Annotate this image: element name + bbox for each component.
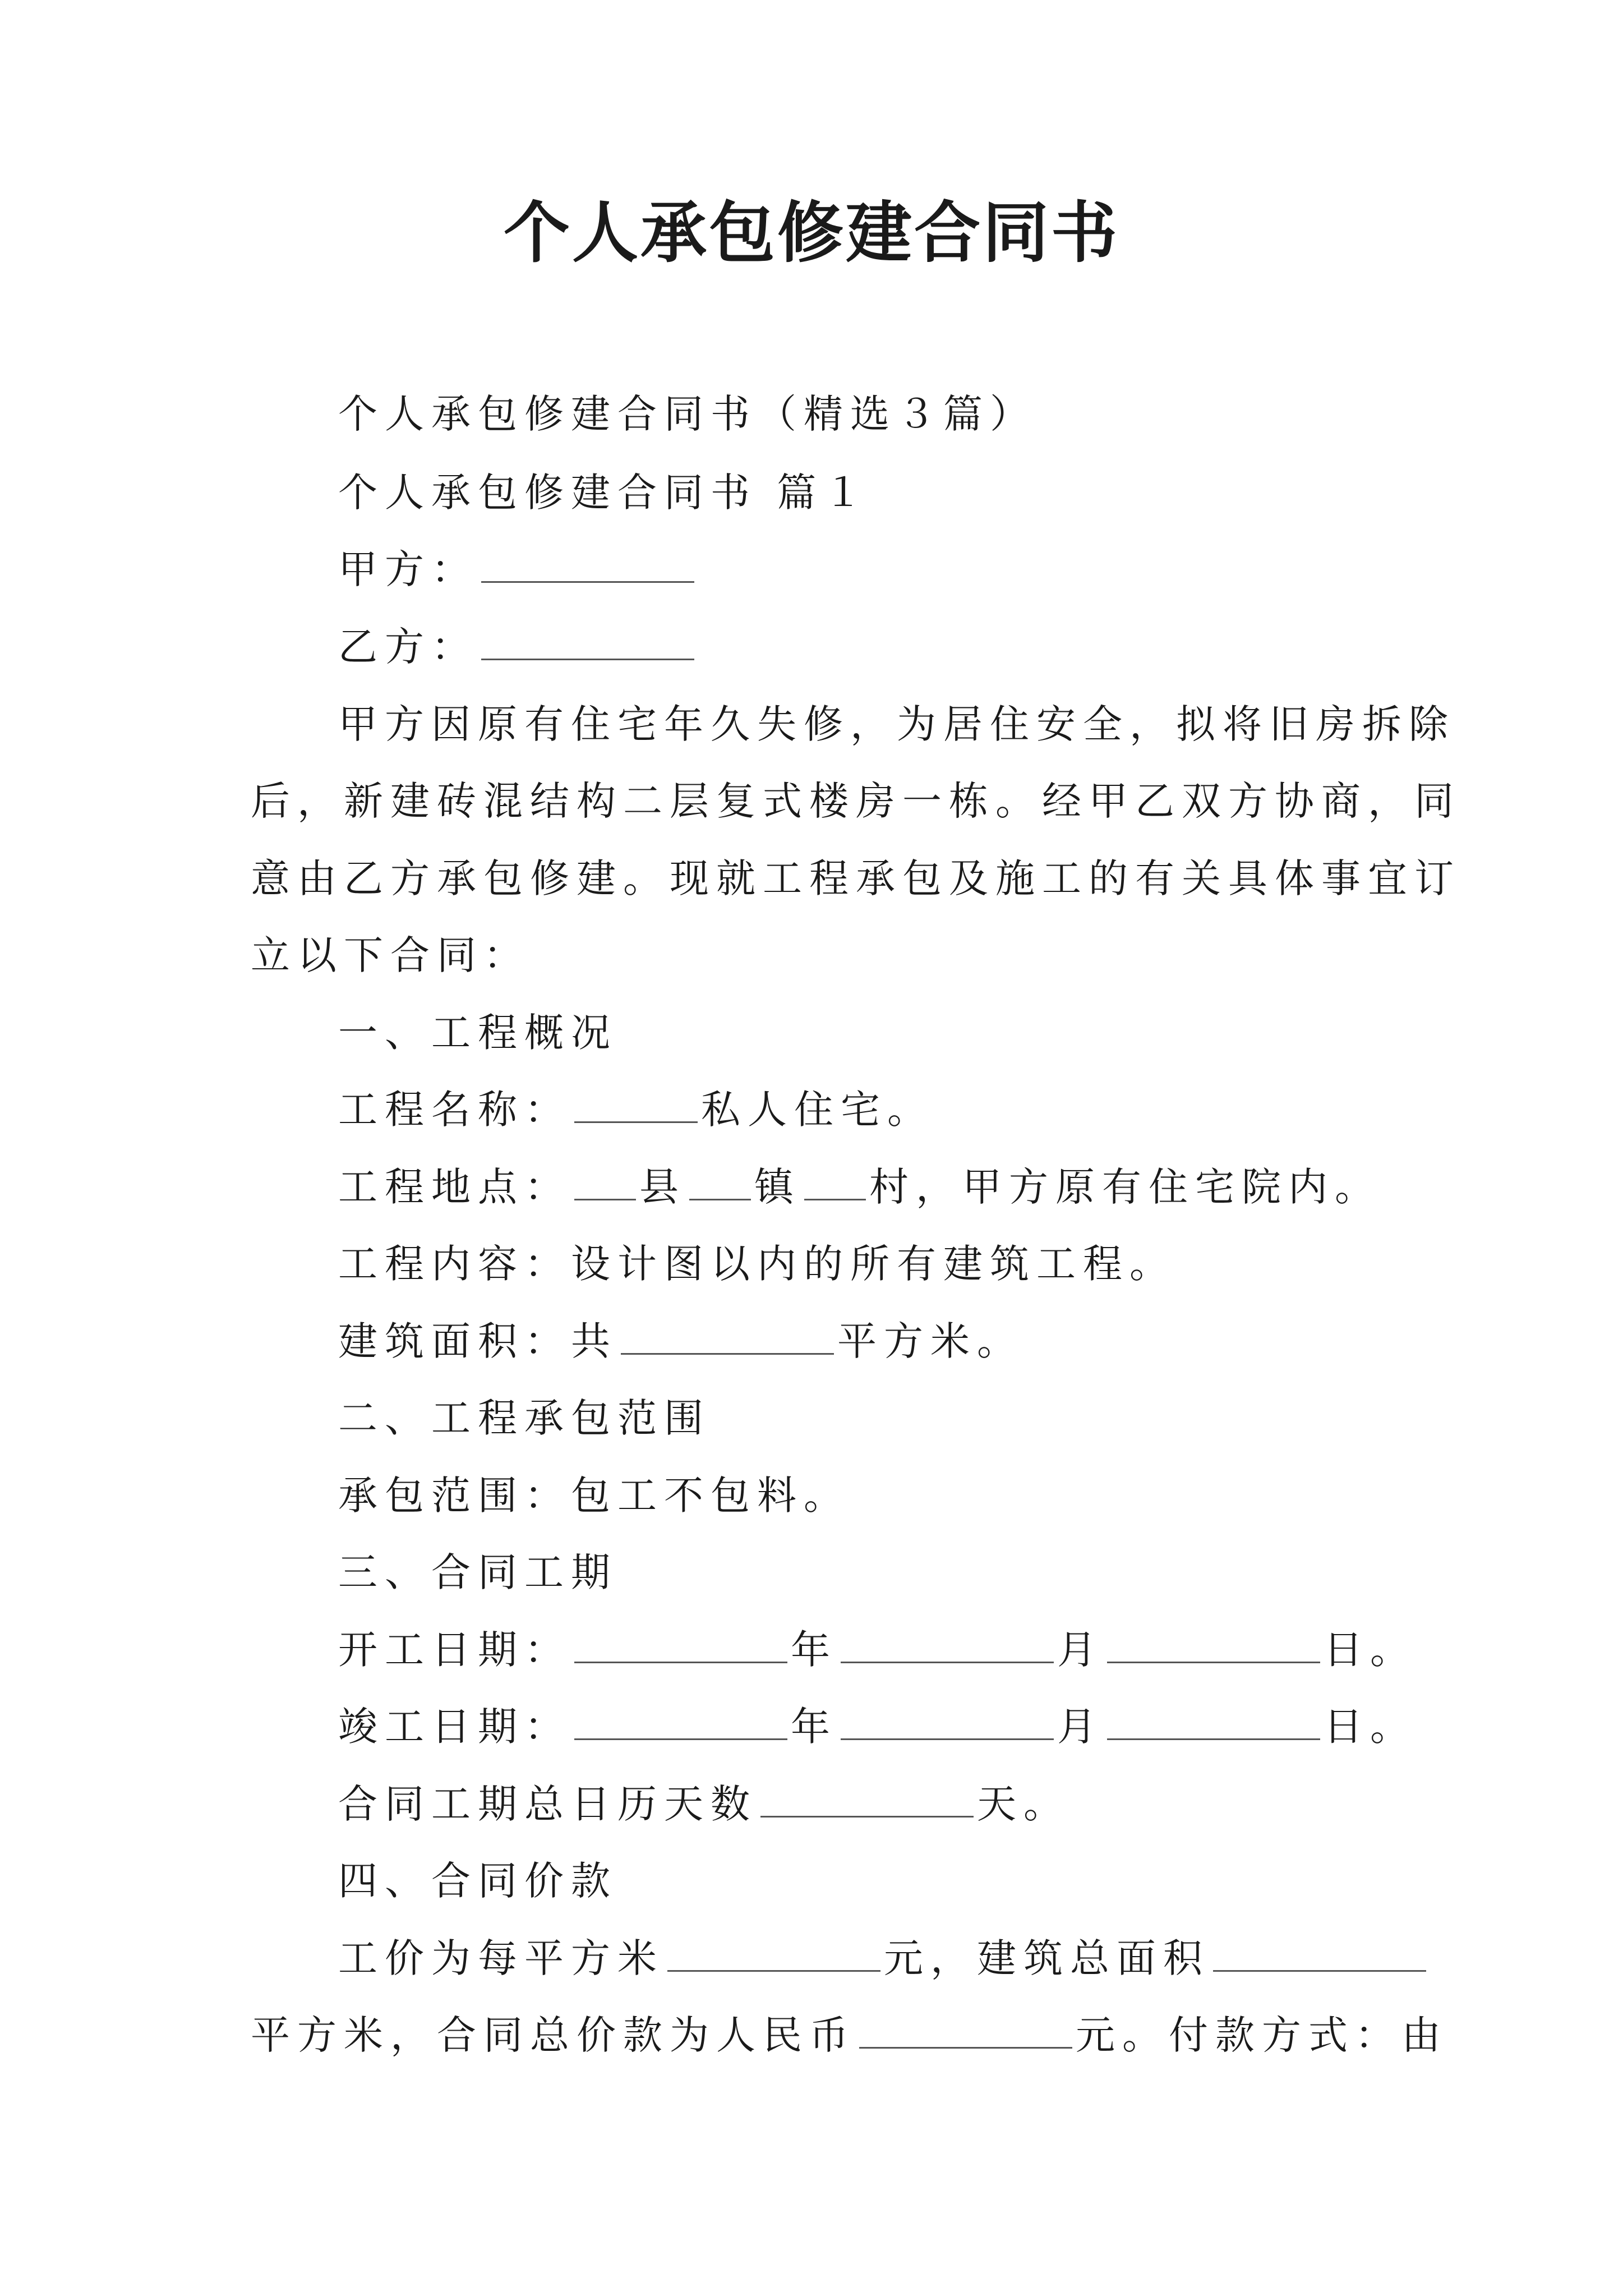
village-blank	[804, 1164, 866, 1200]
start-date-label: 开工日期：	[338, 1627, 571, 1673]
end-month-blank	[841, 1704, 1054, 1740]
price-line-2	[251, 2008, 1448, 2062]
section1-heading: 一、工程概况	[338, 1010, 617, 1056]
total-days-blank	[760, 1781, 974, 1818]
total-price-blank	[859, 2012, 1072, 2049]
intro-line-2: 后，新建砖混结构二层复式楼房一栋。经甲乙双方协商，同	[251, 778, 1461, 824]
building-area-line	[338, 1314, 1023, 1368]
end-year-blank	[574, 1704, 787, 1740]
county-blank	[574, 1164, 636, 1200]
total-days-label: 合同工期总日历天数	[338, 1781, 757, 1827]
party-a-line	[338, 542, 698, 596]
building-area-label: 建筑面积：共	[338, 1318, 617, 1364]
total-area-label: 元，建筑总面积	[884, 1935, 1210, 1981]
project-name-line	[338, 1083, 934, 1137]
project-name-suffix: 私人住宅。	[701, 1087, 934, 1133]
section2-heading: 二、工程承包范围	[338, 1395, 711, 1441]
project-name-label: 工程名称：	[338, 1087, 571, 1133]
end-day-label: 日。	[1324, 1704, 1417, 1750]
section4-heading: 四、合同价款	[338, 1858, 617, 1904]
party-a-label: 甲方：	[338, 546, 478, 592]
intro-line-4: 立以下合同：	[251, 932, 530, 978]
total-price-label: 平方米，合同总价款为人民币	[251, 2012, 856, 2058]
building-area-blank	[621, 1318, 834, 1355]
building-area-suffix: 平方米。	[837, 1318, 1023, 1364]
document-title: 个人承包修建合同书	[503, 194, 1119, 272]
start-date-line	[338, 1623, 1417, 1677]
county-label: 县	[639, 1164, 686, 1210]
start-day-label: 日。	[1324, 1627, 1417, 1673]
payment-method-label: 元。付款方式：由	[1076, 2012, 1448, 2058]
project-name-blank	[574, 1087, 698, 1123]
intro-line-1: 甲方因原有住宅年久失修，为居住安全，拟将旧房拆除	[338, 701, 1455, 747]
town-blank	[689, 1164, 751, 1200]
village-suffix: 村，甲方原有住宅院内。	[869, 1164, 1381, 1210]
end-month-label: 月	[1057, 1704, 1104, 1750]
scope-line: 承包范围：包工不包料。	[338, 1473, 850, 1519]
subtitle: 个人承包修建合同书（精选３篇）	[338, 391, 1036, 437]
party-a-blank	[481, 546, 694, 583]
total-days-suffix: 天。	[977, 1781, 1070, 1827]
start-month-label: 月	[1057, 1627, 1104, 1673]
party-b-blank	[481, 624, 694, 660]
project-content-line: 工程内容：设计图以内的所有建筑工程。	[338, 1241, 1176, 1287]
total-days-line	[338, 1777, 1070, 1831]
end-year-label: 年	[791, 1704, 837, 1750]
section3-heading: 三、合同工期	[338, 1549, 617, 1595]
end-date-line	[338, 1700, 1417, 1754]
part-heading: 个人承包修建合同书 篇１	[338, 470, 870, 516]
intro-line-3: 意由乙方承包修建。现就工程承包及施工的有关具体事宜订	[251, 855, 1461, 901]
project-location-line	[338, 1160, 1381, 1214]
start-day-blank	[1107, 1627, 1320, 1663]
price-line-1	[338, 1931, 1430, 1985]
town-label: 镇	[754, 1164, 801, 1210]
unit-price-label: 工价为每平方米	[338, 1935, 664, 1981]
project-location-label: 工程地点：	[338, 1164, 571, 1210]
party-b-label: 乙方：	[338, 624, 478, 670]
unit-price-blank	[667, 1935, 880, 1972]
end-date-label: 竣工日期：	[338, 1704, 571, 1750]
end-day-blank	[1107, 1704, 1320, 1740]
start-year-label: 年	[791, 1627, 837, 1673]
total-area-blank	[1213, 1935, 1426, 1972]
party-b-line	[338, 620, 698, 674]
start-year-blank	[574, 1627, 787, 1663]
start-month-blank	[841, 1627, 1054, 1663]
